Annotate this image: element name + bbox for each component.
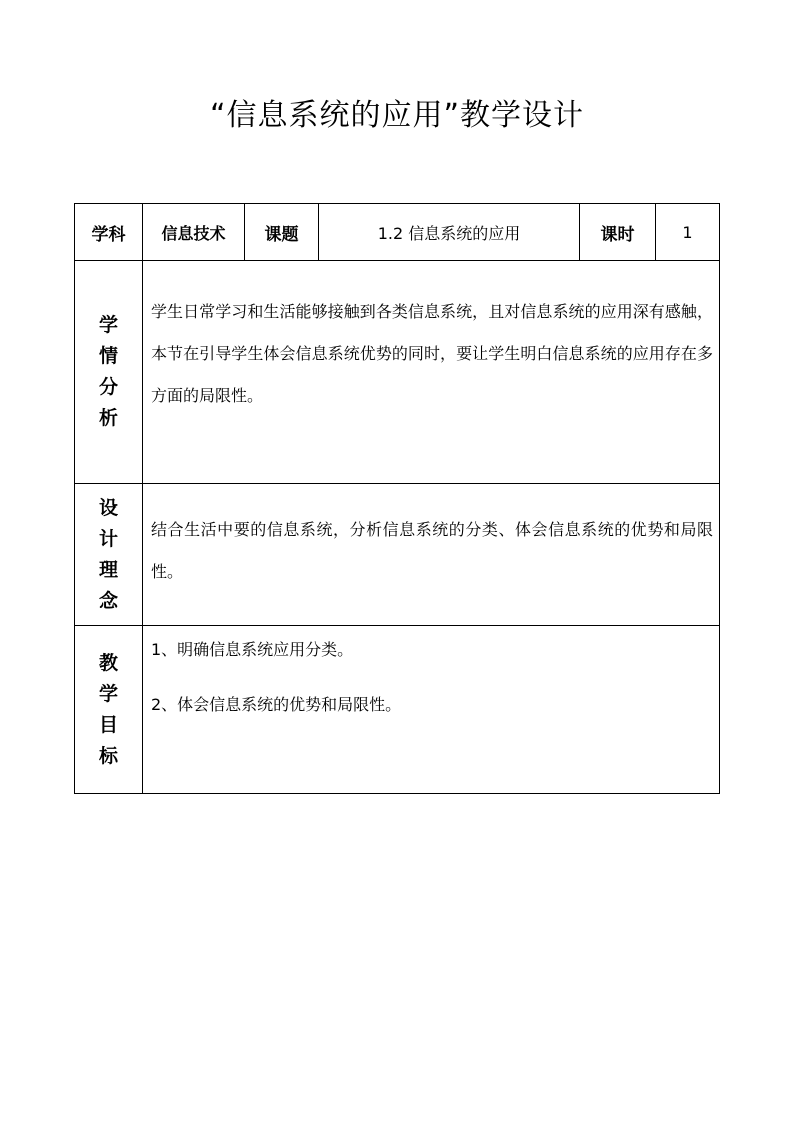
period-label: 课时	[580, 204, 656, 261]
analysis-label-char: 学	[98, 314, 118, 336]
subject-value: 信息技术	[143, 204, 245, 261]
topic-value: 1.2 信息系统的应用	[319, 204, 580, 261]
analysis-text	[143, 261, 720, 484]
design-label-char: 理	[98, 558, 118, 581]
analysis-label-char: 情	[98, 345, 118, 367]
goals-label-char: 学	[98, 682, 118, 705]
design-paragraph: 结合生活中要的信息系统，分析信息系统的分类、体会信息系统的优势和局限性。	[151, 519, 713, 581]
analysis-row	[75, 261, 720, 484]
analysis-paragraph: 学生日常学习和生活能够接触到各类信息系统，且对信息系统的应用深有感触，本节在引导学生体会信息系统优势的同时，要让学生明白信息系统的应用存在多方面的局限性。	[151, 302, 713, 405]
design-label-char: 设	[98, 496, 118, 519]
analysis-label-char: 分	[98, 376, 118, 398]
design-row	[75, 484, 720, 626]
design-label	[75, 484, 143, 626]
topic-label: 课题	[245, 204, 319, 261]
design-text	[143, 484, 720, 626]
lesson-plan-table	[74, 203, 720, 794]
subject-label: 学科	[75, 204, 143, 261]
goal-item: 2、体会信息系统的优势和局限性。	[151, 695, 402, 714]
goals-label	[75, 626, 143, 794]
header-row	[75, 204, 720, 261]
goals-label-char: 教	[98, 651, 118, 674]
goal-item: 1、明确信息系统应用分类。	[151, 640, 354, 659]
goals-label-char: 目	[98, 713, 118, 736]
period-value: 1	[656, 204, 720, 261]
page-title: “信息系统的应用”教学设计	[209, 98, 585, 133]
goals-content	[143, 626, 720, 794]
design-label-char: 念	[98, 589, 118, 612]
analysis-label-char: 析	[98, 407, 118, 429]
design-label-char: 计	[98, 527, 118, 550]
analysis-label	[75, 261, 143, 484]
goals-row	[75, 626, 720, 794]
goals-label-char: 标	[98, 744, 118, 767]
